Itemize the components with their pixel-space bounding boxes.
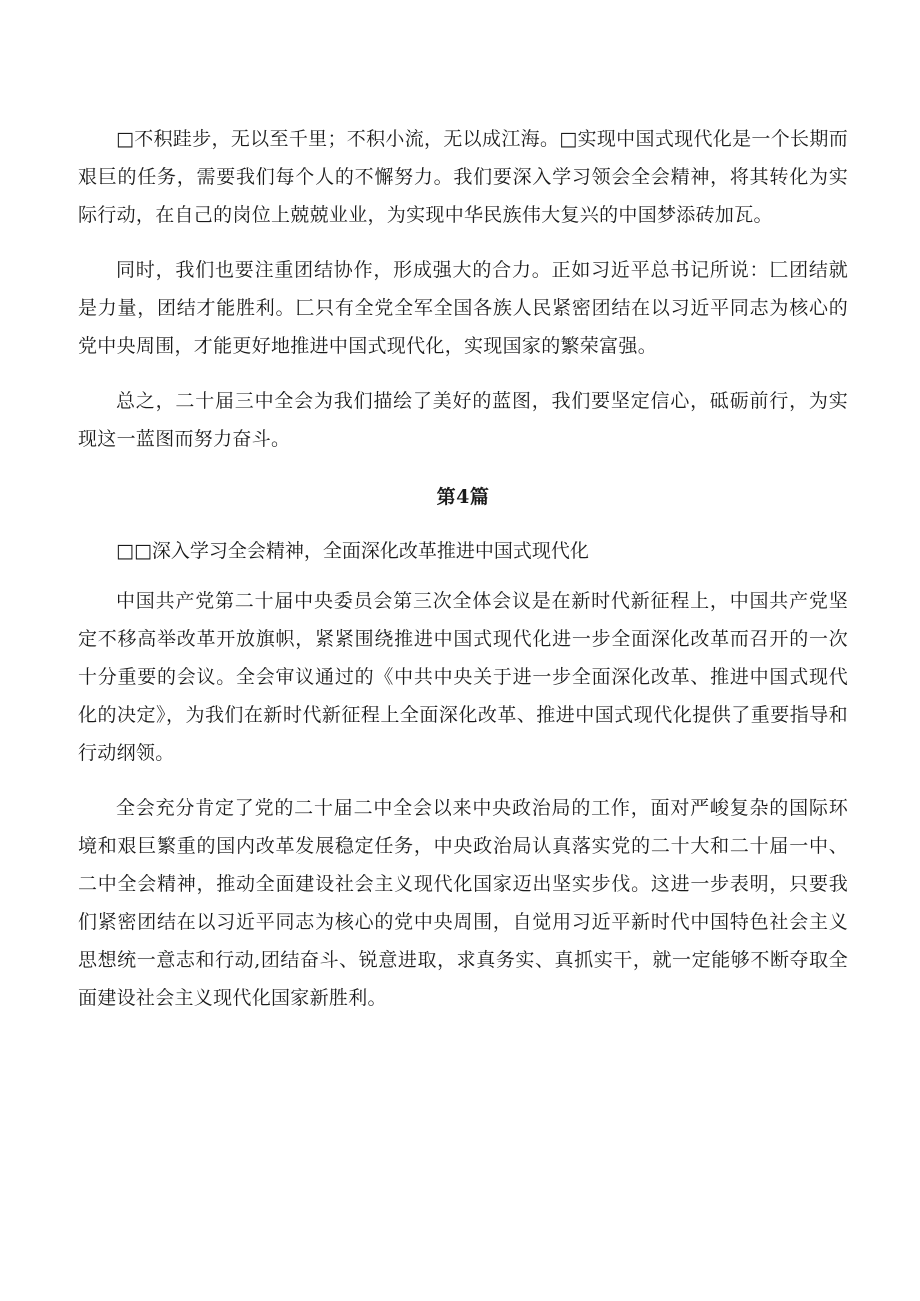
paragraph: 同时，我们也要注重团结协作，形成强大的合力。正如习近平总书记所说：匚团结就是力量，团结才能胜利。匚只有全党全军全国各族人民紧密团结在以习近平同志为核心的党中央周围，才能更好地推进中国式现代化，实现国家的繁荣富强。 — [78, 259, 848, 357]
paragraph: 中国共产党第二十届中央委员会第三次全体会议是在新时代新征程上，中国共产党坚定不移高举改革开放旗帜，紧紧围绕推进中国式现代化进一步全面深化改革而召开的一次十分重要的会议。全会审议通过的《中共中央关于进一步全面深化改革、推进中国式现代化的决定》，为我们在新时代新征程上全面深化改革、推进中国式现代化提供了重要指导和行动纲领。 — [78, 590, 848, 764]
document-page — [78, 120, 848, 1017]
paragraph: □不积跬步，无以至千里；不积小流，无以成江海。□实现中国式现代化是一个长期而艰巨的任务，需要我们每个人的不懈努力。我们要深入学习领会全会精神，将其转化为实际行动，在自己的岗位上兢兢业业，为实现中华民族伟大复兴的中国梦添砖加瓦。 — [78, 128, 848, 226]
paragraph: 全会充分肯定了党的二十届二中全会以来中央政治局的工作，面对严峻复杂的国际环境和艰巨繁重的国内改革发展稳定任务，中央政治局认真落实党的二十大和二十届一中、二中全会精神，推动全面建设社会主义现代化国家迈出坚实步伐。这进一步表明，只要我们紧密团结在以习近平同志为核心的党中央周围，自觉用习近平新时代中国特色社会主义思想统一意志和行动,团结奋斗、锐意进取，求真务实、真抓实干，就一定能够不断夺取全面建设社会主义现代化国家新胜利。 — [78, 797, 848, 1009]
section-subtitle: □□深入学习全会精神，全面深化改革推进中国式现代化 — [116, 540, 589, 562]
paragraph: 总之，二十届三中全会为我们描绘了美好的蓝图，我们要坚定信心，砥砺前行，为实现这一蓝图而努力奋斗。 — [78, 390, 848, 450]
section-heading: 第4篇 — [436, 486, 490, 508]
